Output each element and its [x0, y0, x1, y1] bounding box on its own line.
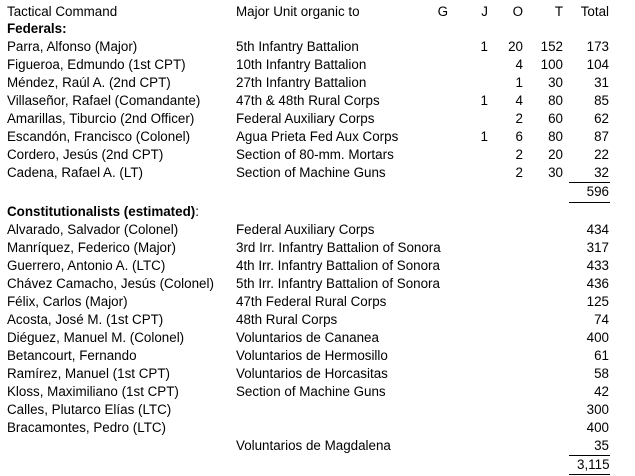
cell-total: 35 — [594, 438, 609, 453]
cell-o: 4 — [515, 57, 523, 72]
cell-command: Diéguez, Manuel M. (Colonel) — [7, 330, 185, 345]
cell-total: 42 — [594, 384, 609, 399]
cell-unit: 10th Infantry Battalion — [236, 57, 367, 72]
constitutionalists-heading — [0, 203, 635, 221]
cell-total: 74 — [594, 312, 609, 327]
cell-total: 400 — [586, 420, 609, 435]
table-row — [0, 110, 635, 128]
cell-j: 1 — [480, 39, 488, 54]
cell-total: 173 — [586, 39, 609, 54]
table-row — [0, 257, 635, 275]
cell-unit: 3rd Irr. Infantry Battalion of Sonora — [236, 240, 441, 255]
cell-command: Acosta, José M. (1st CPT) — [7, 312, 164, 327]
table-row — [0, 347, 635, 365]
cell-command: Guerrero, Antonio A. (LTC) — [7, 258, 166, 273]
cell-command: Figueroa, Edmundo (1st CPT) — [7, 57, 186, 72]
federals-heading — [0, 20, 635, 38]
table-row — [0, 401, 635, 419]
cell-unit: 5th Irr. Infantry Battalion of Sonora — [236, 276, 440, 291]
table-row — [0, 128, 635, 146]
table-row — [0, 56, 635, 74]
cell-command: Amarillas, Tiburcio (2nd Officer) — [7, 111, 195, 126]
header-t: T — [554, 4, 563, 19]
cell-o: 1 — [515, 75, 523, 90]
cell-unit: 47th & 48th Rural Corps — [236, 93, 380, 108]
cell-total: 317 — [586, 240, 609, 255]
cell-total: 436 — [586, 276, 609, 291]
cell-unit: 48th Rural Corps — [236, 312, 338, 327]
cell-t: 100 — [540, 57, 563, 72]
cell-command: Alvarado, Salvador (Colonel) — [7, 222, 179, 237]
cell-unit: Section of Machine Guns — [236, 165, 386, 180]
cell-total: 433 — [586, 258, 609, 273]
cell-unit: Voluntarios de Cananea — [236, 330, 379, 345]
table-row — [0, 293, 635, 311]
constitutionalists-sum-row — [0, 456, 635, 474]
cell-unit: Voluntarios de Hermosillo — [236, 348, 388, 363]
cell-o: 2 — [515, 147, 523, 162]
cell-unit: Voluntarios de Magdalena — [236, 438, 391, 453]
table-row — [0, 365, 635, 383]
cell-t: 30 — [548, 165, 563, 180]
cell-o: 6 — [515, 129, 523, 144]
table-row — [0, 383, 635, 401]
cell-o: 4 — [515, 93, 523, 108]
cell-j: 1 — [480, 93, 488, 108]
table-row — [0, 146, 635, 164]
header-command: Tactical Command — [7, 4, 118, 19]
cell-t: 20 — [548, 147, 563, 162]
cell-o: 2 — [515, 165, 523, 180]
cell-command: Félix, Carlos (Major) — [7, 294, 128, 309]
cell-t: 60 — [548, 111, 563, 126]
table-row — [0, 239, 635, 257]
cell-total: 85 — [594, 93, 609, 108]
cell-t: 152 — [540, 39, 563, 54]
cell-command: Kloss, Maximiliano (1st CPT) — [7, 384, 179, 399]
cell-total: 400 — [586, 330, 609, 345]
federals-title: Federals: — [7, 21, 67, 36]
cell-unit: Agua Prieta Fed Aux Corps — [236, 129, 399, 144]
cell-unit: Section of Machine Guns — [236, 384, 386, 399]
header-total: Total — [580, 4, 609, 19]
constitutionalists-title-suffix: : — [195, 204, 199, 219]
cell-total: 31 — [594, 75, 609, 90]
cell-total: 300 — [586, 402, 609, 417]
cell-unit: Section of 80-mm. Mortars — [236, 147, 394, 162]
cell-unit: 5th Infantry Battalion — [236, 39, 359, 54]
table-row — [0, 92, 635, 110]
table-row — [0, 275, 635, 293]
cell-command: Parra, Alfonso (Major) — [7, 39, 138, 54]
table-row — [0, 38, 635, 56]
cell-o: 20 — [508, 39, 523, 54]
federals-sum-row — [0, 183, 635, 201]
table-header — [0, 3, 635, 21]
cell-unit: Federal Auxiliary Corps — [236, 111, 375, 126]
cell-unit: 47th Federal Rural Corps — [236, 294, 387, 309]
cell-command: Escandón, Francisco (Colonel) — [7, 129, 191, 144]
table-row — [0, 437, 635, 455]
cell-total: 32 — [594, 165, 609, 180]
cell-command: Cordero, Jesús (2nd CPT) — [7, 147, 164, 162]
constitutionalists-sum-rule-bottom — [569, 474, 610, 475]
table-row — [0, 419, 635, 437]
cell-command: Villaseñor, Rafael (Comandante) — [7, 93, 201, 108]
cell-o: 2 — [515, 111, 523, 126]
cell-total: 22 — [594, 147, 609, 162]
constitutionalists-title: Constitutionalists (estimated) — [7, 204, 196, 219]
table-row — [0, 329, 635, 347]
header-g: G — [437, 4, 448, 19]
cell-command: Calles, Plutarco Elías (LTC) — [7, 402, 172, 417]
cell-total: 434 — [586, 222, 609, 237]
federals-sum: 596 — [586, 184, 609, 199]
cell-t: 80 — [548, 93, 563, 108]
table-row — [0, 311, 635, 329]
cell-unit: Voluntarios de Horcasitas — [236, 366, 388, 381]
table-row — [0, 221, 635, 239]
constitutionalists-sum: 3,115 — [577, 457, 610, 472]
cell-command: Betancourt, Fernando — [7, 348, 137, 363]
cell-command: Bracamontes, Pedro (LTC) — [7, 420, 167, 435]
table-row — [0, 74, 635, 92]
cell-total: 125 — [586, 294, 609, 309]
cell-unit: Federal Auxiliary Corps — [236, 222, 375, 237]
cell-unit: 27th Infantry Battalion — [236, 75, 367, 90]
cell-command: Ramírez, Manuel (1st CPT) — [7, 366, 170, 381]
header-j: J — [481, 4, 488, 19]
cell-command: Cadena, Rafael A. (LT) — [7, 165, 143, 180]
cell-total: 61 — [594, 348, 609, 363]
cell-total: 104 — [586, 57, 609, 72]
cell-total: 87 — [594, 129, 609, 144]
header-o: O — [512, 4, 523, 19]
cell-command: Chávez Camacho, Jesús (Colonel) — [7, 276, 214, 291]
header-unit: Major Unit organic to — [236, 4, 360, 19]
cell-total: 62 — [594, 111, 609, 126]
cell-t: 80 — [548, 129, 563, 144]
cell-command: Manríquez, Federico (Major) — [7, 240, 176, 255]
cell-t: 30 — [548, 75, 563, 90]
cell-j: 1 — [480, 129, 488, 144]
cell-unit: 4th Irr. Infantry Battalion of Sonora — [236, 258, 440, 273]
cell-command: Méndez, Raúl A. (2nd CPT) — [7, 75, 171, 90]
cell-total: 58 — [594, 366, 609, 381]
table-row — [0, 164, 635, 182]
